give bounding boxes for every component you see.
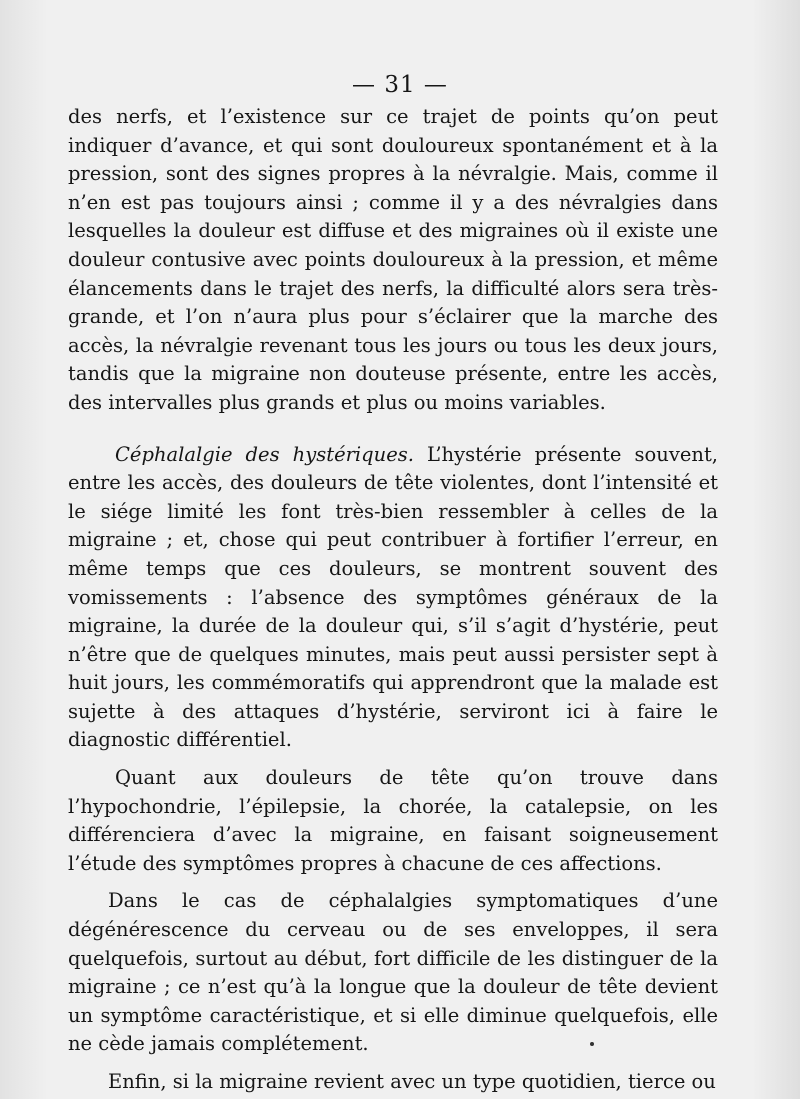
paragraph-1: des nerfs, et l’existence sur ce trajet de points qu’on peut indiquer d’avance, et qui sont douloureux spontanément et à la pression, sont des signes propres à la névralgie. Mais, comme il n’en est pas toujours ainsi ; comme il y a des névralgies dans lesquelles la douleur est diffuse et des migraines où il existe une douleur contusive avec points douloureux à la pression, et même élancements dans le trajet des nerfs, la difficulté alors sera très-grande, et l’on n’aura plus pour s’éclairer que la marche des accès, la névralgie revenant tous les jours ou tous les deux jours, tandis que la migraine non douteuse présente, entre les accès, des intervalles plus grands et plus ou moins variables. <box>68 105 718 414</box>
paragraph-3: Quant aux douleurs de tête qu’on trouve dans l’hypochondrie, l’épilepsie, la chorée, la catalepsie, on les différenciera d’avec la migraine, en faisant soigneusement l’étude des symptômes propres à chacune de ces affections. <box>68 766 718 875</box>
paragraph-2 <box>68 441 718 756</box>
paragraph-2-text: L’hystérie présente souvent, entre les accès, des douleurs de tête violentes, dont l’intensité et le siége limité les font très-bien ressembler à celles de la migraine ; et, chose qui peut contribuer à fortifier l’erreur, en même temps que ces douleurs, se montrent souvent des vomissements : l’absence des symptômes généraux de la migraine, la durée de la douleur qui, s’il s’agit d’hystérie, peut n’être que de quelques minutes, mais peut aussi persister sept à huit jours, les commémoratifs qui apprendront que la malade est sujette à des attaques d’hystérie, serviront ici à faire le diagnostic différentiel. <box>68 442 718 752</box>
paragraph-4: Dans le cas de céphalalgies symptomatiques d’une dégénérescence du cerveau ou de ses enveloppes, il sera quelquefois, surtout au début, fort difficile de les distinguer de la migraine ; ce n’est qu’à la longue que la douleur de tête devient un symptôme caractéristique, et si elle diminue quelquefois, elle ne cède jamais complétement. <box>68 889 718 1056</box>
paragraph-5: Enfin, si la migraine revient avec un type quotidien, tierce ou <box>108 1070 716 1093</box>
section-title: Céphalalgie des hystériques. <box>115 442 414 466</box>
body-text <box>68 103 718 1097</box>
ink-speck <box>590 1042 594 1046</box>
page-number: — 31 — <box>352 72 448 98</box>
